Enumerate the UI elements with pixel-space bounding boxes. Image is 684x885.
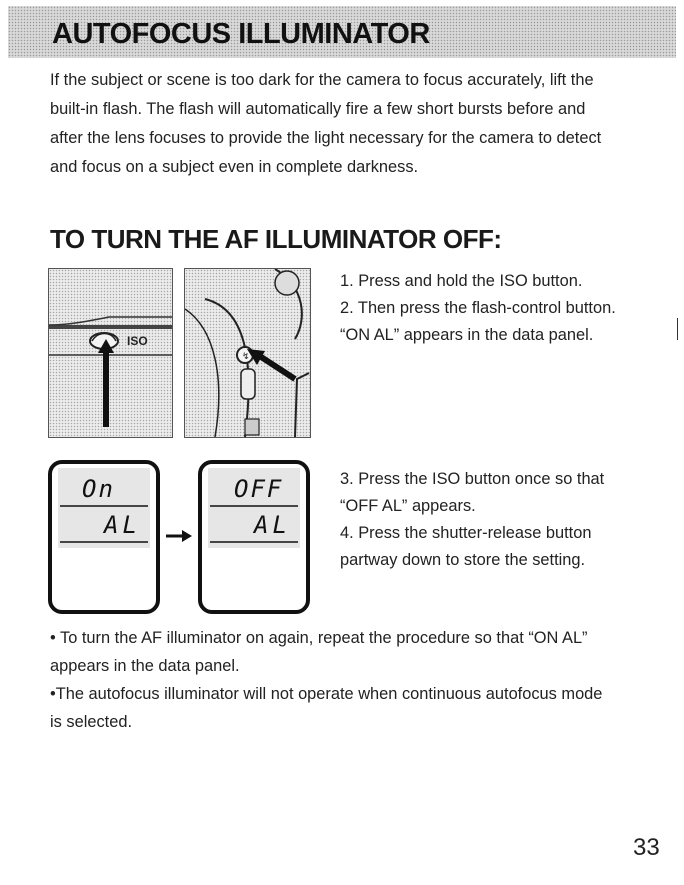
intro-line: and focus on a subject even in complete darkness. bbox=[50, 158, 419, 176]
page-number: 33 bbox=[633, 834, 660, 861]
note-line: appears in the data panel. bbox=[50, 657, 240, 675]
intro-line: If the subject or scene is too dark for the camera to focus accurately, lift the bbox=[50, 71, 594, 89]
lcd-before-bottom: AL bbox=[104, 511, 141, 539]
step-item: 4. Press the shutter-release button bbox=[340, 524, 592, 542]
iso-label: ISO bbox=[127, 334, 148, 348]
lcd-after-top: OFF bbox=[234, 475, 284, 503]
steps-list-1 bbox=[340, 268, 616, 349]
svg-text:↯: ↯ bbox=[242, 352, 250, 362]
intro-line: built-in flash. The flash will automatically fire a few short bursts before and bbox=[50, 100, 586, 118]
margin-mark bbox=[677, 318, 678, 340]
step-item: 2. Then press the flash-control button. bbox=[340, 299, 616, 317]
lcd-after-bottom: AL bbox=[254, 511, 291, 539]
pointer-arrow-icon bbox=[103, 345, 109, 427]
lcd-before-top: On bbox=[82, 475, 115, 503]
flash-control-illustration bbox=[184, 268, 311, 438]
step-item: 1. Press and hold the ISO button. bbox=[340, 272, 583, 290]
iso-button-illustration bbox=[48, 268, 173, 438]
section-heading: TO TURN THE AF ILLUMINATOR OFF: bbox=[50, 224, 502, 254]
note-line: is selected. bbox=[50, 713, 132, 731]
step-item: “ON AL” appears in the data panel. bbox=[340, 326, 594, 344]
intro-paragraph bbox=[50, 66, 655, 182]
intro-line: after the lens focuses to provide the light necessary for the camera to detect bbox=[50, 129, 602, 147]
steps-list-2 bbox=[340, 466, 604, 574]
note-line: • To turn the AF illuminator on again, repeat the procedure so that “ON AL” bbox=[50, 629, 588, 647]
note-line: •The autofocus illuminator will not operate when continuous autofocus mode bbox=[50, 685, 603, 703]
title-banner bbox=[8, 6, 676, 58]
lcd-comparison-illustration bbox=[48, 458, 310, 616]
step-item: “OFF AL” appears. bbox=[340, 497, 476, 515]
step-item: 3. Press the ISO button once so that bbox=[340, 470, 605, 488]
notes bbox=[50, 624, 660, 736]
step-item: partway down to store the setting. bbox=[340, 551, 586, 569]
page-title: AUTOFOCUS ILLUMINATOR bbox=[52, 18, 430, 50]
